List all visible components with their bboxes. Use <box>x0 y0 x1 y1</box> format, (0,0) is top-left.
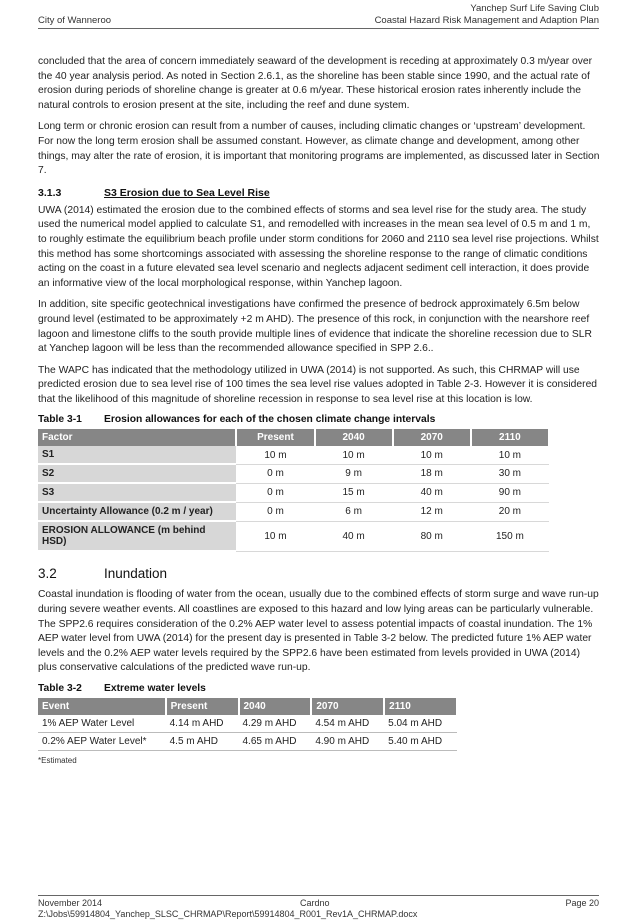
section-heading-3-1-3 <box>38 187 601 199</box>
row-label: 0.2% AEP Water Level* <box>38 733 166 751</box>
column-header: 2110 <box>384 698 457 715</box>
footer-page-number: Page 20 <box>565 898 599 908</box>
caption-title: Erosion allowances for each of the chosen climate change intervals <box>104 414 436 426</box>
caption-number: Table 3-1 <box>38 414 82 426</box>
table-cell: 12 m <box>393 502 471 521</box>
table-cell: 30 m <box>471 464 549 483</box>
table-cell: 0 m <box>236 483 314 502</box>
table-footnote: *Estimated <box>38 756 77 766</box>
caption-title: Extreme water levels <box>104 683 206 695</box>
table-cell: 0 m <box>236 464 314 483</box>
row-label: S1 <box>38 446 236 464</box>
table-header-row <box>38 429 549 446</box>
table-cell: 80 m <box>393 521 471 551</box>
table-row <box>38 521 549 551</box>
column-header: 2070 <box>311 698 384 715</box>
table-cell: 10 m <box>236 446 314 464</box>
table-header-row <box>38 698 457 715</box>
table-row <box>38 733 457 751</box>
table-row <box>38 464 549 483</box>
table-3-2-caption <box>38 683 601 694</box>
section-heading-3-2 <box>38 566 601 581</box>
paragraph-erosion-rate: concluded that the area of concern immediately seaward of the development is receding at approximately 0.3 m/year over the 40 year analysis period. As noted in Section 2.6.1, as the shoreline has been stable since 1990, and the actual rate of erosion during periods of shoreline change is greater at 0.6 m/year. These historical erosion rates inherently include the natural controls to erosion present at the site, including the reef and dune system. <box>38 56 593 111</box>
table-cell: 10 m <box>471 446 549 464</box>
table-row <box>38 446 549 464</box>
page-content <box>38 55 601 765</box>
row-label: Uncertainty Allowance (0.2 m / year) <box>38 502 236 521</box>
column-header: 2070 <box>393 429 471 446</box>
footer-file-path: Z:\Jobs\59914804_Yanchep_SLSC_CHRMAP\Report\59914804_R001_Rev1A_CHRMAP.docx <box>38 909 418 919</box>
row-label: S2 <box>38 464 236 483</box>
column-header: 2040 <box>239 698 312 715</box>
table-cell: 18 m <box>393 464 471 483</box>
paragraph-inundation: Coastal inundation is flooding of water from the ocean, usually due to the combined effects of storm surge and wave run-up during severe weather events. All coastlines are exposed to this hazard and low lying areas can be particularly vulnerable. The SPP2.6 requires consideration of the 0.2% AEP water level to assess potential impacts of coastal inundation. The 1% AEP water level from UWA (2014) for the present day is presented in Table 3-2 below. The predicted future 1% AEP water levels and the 0.2% AEP water levels required by the SPP2.6 have been estimated from levels provided in UWA (2014) plus conservative calculations of the predicted wave run-up. <box>38 589 599 674</box>
paragraph-uwa-estimate: UWA (2014) estimated the erosion due to the combined effects of storms and sea level rise for the study area. The study used the numerical model applied to calculate S1, and remodelled with increases in the mean sea level of 0.5 m and 1 m, to roughly estimate the equilibrium beach profile under storm conditions for 2060 and 2110 sea level rise projections. Whilst this method has some shortcomings associated with assessing the shoreline response to the range of climatic conditions acting on the coast in a future elevated sea level scenario and neglects adjacent sediment cell interaction, it does provide an informative view of the local morphological response, within Yanchep lagoon. <box>38 204 599 289</box>
erosion-allowances-table <box>38 429 550 552</box>
table-cell: 10 m <box>315 446 393 464</box>
header-divider <box>38 28 599 29</box>
table-cell: 4.5 m AHD <box>166 733 239 751</box>
table-cell: 10 m <box>393 446 471 464</box>
table-cell: 40 m <box>315 521 393 551</box>
header-document-title <box>375 3 599 27</box>
header-plan-name: Coastal Hazard Risk Management and Adaption Plan <box>374 15 599 26</box>
table-cell: 15 m <box>315 483 393 502</box>
table-cell: 6 m <box>315 502 393 521</box>
paragraph-wapc: The WAPC has indicated that the methodology utilized in UWA (2014) is not supported. As such, this CHRMAP will use predicted erosion due to sea level rise of 100 times the sea level rise values adopted in Table 2-3. However it is considered that the likelihood of this magnitude of shoreline recession in response to sea level rise at this location is low. <box>38 364 598 405</box>
table-cell: 9 m <box>315 464 393 483</box>
header-club-name: Yanchep Surf Life Saving Club <box>470 3 599 14</box>
table-cell: 4.90 m AHD <box>311 733 384 751</box>
row-label: EROSION ALLOWANCE (m behind HSD) <box>38 521 236 551</box>
table-cell: 4.14 m AHD <box>166 715 239 733</box>
extreme-water-levels-table <box>38 698 458 751</box>
section-number: 3.2 <box>38 566 57 582</box>
table-cell: 90 m <box>471 483 549 502</box>
table-cell: 5.04 m AHD <box>384 715 457 733</box>
section-number: 3.1.3 <box>38 186 62 199</box>
column-header: Present <box>236 429 314 446</box>
column-header: 2110 <box>471 429 549 446</box>
header-organization: City of Wanneroo <box>38 15 112 26</box>
row-label: 1% AEP Water Level <box>38 715 166 733</box>
column-header: Event <box>38 698 166 715</box>
paragraph-geotechnical: In addition, site specific geotechnical investigations have confirmed the presence of bedrock approximately 6.5m below ground level (estimated to be approximately +2 m AHD). The presence of this rock, in conjunction with the nearshore reef lagoon and limestone cliffs to the south provide multiple lines of evidence that indicate the shoreline recession due to SLR at Yanchep lagoon will be less than the recommended allowance specified in SPP 2.6.. <box>38 299 592 355</box>
section-title: S3 Erosion due to Sea Level Rise <box>104 186 270 199</box>
footer-divider <box>38 895 599 896</box>
caption-number: Table 3-2 <box>38 683 82 695</box>
table-cell: 20 m <box>471 502 549 521</box>
table-row <box>38 483 549 502</box>
table-3-1-caption <box>38 414 601 425</box>
column-header: 2040 <box>315 429 393 446</box>
paragraph-long-term-erosion: Long term or chronic erosion can result from a number of causes, including climatic changes or ‘upstream’ development. For now the long term erosion shall be assumed constant. However, as climate change and development, among other things, may alter the rate of erosion, it is important that monitoring programs are implemented, as discussed later in Section 7. <box>38 121 600 177</box>
footer-company: Cardno <box>300 898 330 908</box>
table-row <box>38 502 549 521</box>
section-title: Inundation <box>104 566 168 582</box>
footer-date: November 2014 <box>38 898 103 908</box>
table-cell: 4.54 m AHD <box>311 715 384 733</box>
table-cell: 4.29 m AHD <box>239 715 312 733</box>
table-cell: 0 m <box>236 502 314 521</box>
column-header: Present <box>166 698 239 715</box>
row-label: S3 <box>38 483 236 502</box>
column-header: Factor <box>38 429 236 446</box>
table-cell: 150 m <box>471 521 549 551</box>
table-cell: 10 m <box>236 521 314 551</box>
table-cell: 40 m <box>393 483 471 502</box>
table-row <box>38 715 457 733</box>
table-cell: 4.65 m AHD <box>239 733 312 751</box>
table-cell: 5.40 m AHD <box>384 733 457 751</box>
